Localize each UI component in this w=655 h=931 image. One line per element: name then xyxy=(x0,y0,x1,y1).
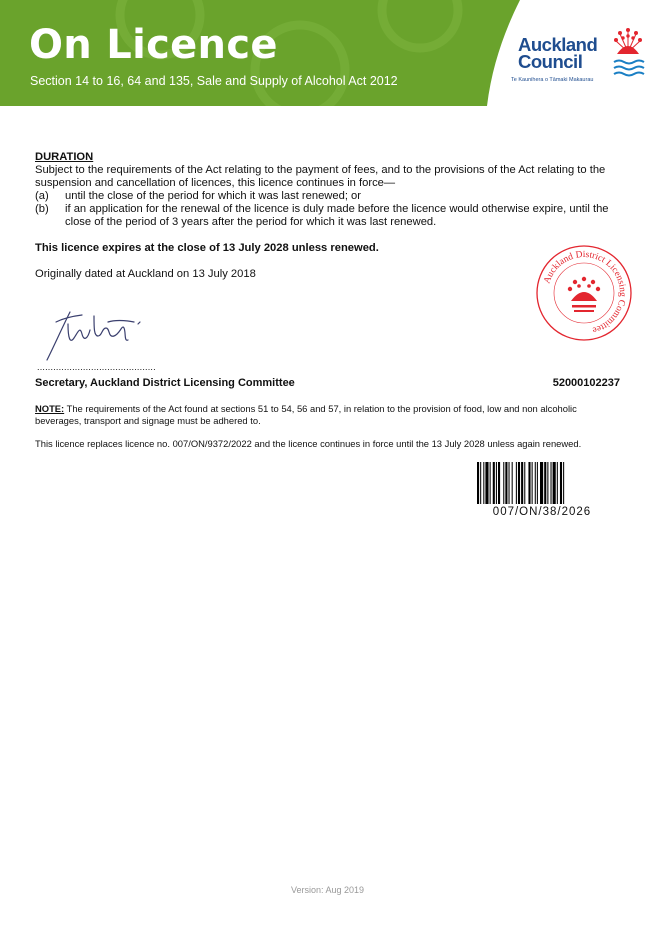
logo-line1: Auckland xyxy=(518,34,598,55)
clause-a xyxy=(35,190,620,203)
page-subtitle: Section 14 to 16, 64 and 135, Sale and Supply of Alcohol Act 2012 xyxy=(30,74,398,88)
barcode-bar xyxy=(528,462,530,504)
barcode-bar xyxy=(540,462,543,504)
logo-line2: Council xyxy=(518,51,583,72)
barcode-bar xyxy=(557,462,558,504)
barcode-bar xyxy=(560,462,562,504)
duration-intro: Subject to the requirements of the Act relating to the payment of fees, and to the provisions of the Act relating to the suspension and cancellation of licences, this licence continues in force— xyxy=(35,164,606,189)
signature-line: ............................................ xyxy=(37,362,156,372)
barcode-bar xyxy=(512,462,513,504)
barcode-bar xyxy=(503,462,504,504)
barcode-bar xyxy=(480,462,481,504)
barcode-bar xyxy=(551,462,552,504)
barcode-bar xyxy=(493,462,495,504)
handwritten-signature xyxy=(42,298,152,362)
expiry-statement: This licence expires at the close of 13 July 2028 unless renewed. xyxy=(35,242,379,254)
barcode-bar xyxy=(483,462,484,504)
pohutukawa-flower-icon xyxy=(611,24,645,82)
barcode-bar xyxy=(485,462,488,504)
logo-tagline: Te Kaunihera o Tāmaki Makaurau xyxy=(511,77,594,83)
clause-letter: (b) xyxy=(35,203,49,215)
clause-letter: (a) xyxy=(35,190,49,202)
header-banner xyxy=(0,0,655,106)
originally-dated: Originally dated at Auckland on 13 July 2018 xyxy=(35,268,256,280)
seal-text: Auckland District Licensing Committee xyxy=(542,249,628,335)
barcode-bar xyxy=(518,462,520,504)
barcode-bar xyxy=(532,462,533,504)
replaces-statement: This licence replaces licence no. 007/ON/9372/2022 and the licence continues in force until the 13 July 2028 unless again renewed. xyxy=(35,438,582,449)
auckland-council-logo xyxy=(505,20,645,90)
duration-heading: DURATION xyxy=(35,151,94,163)
version-footer: Version: Aug 2019 xyxy=(290,885,365,895)
barcode-bar xyxy=(477,462,479,504)
barcode-bar xyxy=(521,462,523,504)
clause-text: until the close of the period for which it was last renewed; or xyxy=(65,190,361,202)
barcode-bar xyxy=(553,462,556,504)
signatory-title: Secretary, Auckland District Licensing Committee xyxy=(35,377,295,389)
barcode-bar xyxy=(490,462,491,504)
barcode-bar xyxy=(547,462,548,504)
barcode-bar xyxy=(509,462,510,504)
note-text: The requirements of the Act found at sections 51 to 54, 56 and 57, in relation to the provision of food, low and non alcoholic beverages, transport and signage must be adhered to. xyxy=(35,403,577,426)
barcode-bar xyxy=(535,462,536,504)
licensing-committee-seal xyxy=(534,243,634,343)
barcode-number: 007/ON/38/2026 xyxy=(492,506,592,518)
barcode xyxy=(477,462,607,504)
note-paragraph xyxy=(35,403,625,426)
barcode-bar xyxy=(544,462,546,504)
note-label: NOTE: xyxy=(35,403,65,414)
reference-number: 52000102237 xyxy=(552,377,620,389)
barcode-bar xyxy=(537,462,538,504)
duration-section xyxy=(35,151,620,229)
barcode-bar xyxy=(563,462,564,504)
barcode-bar xyxy=(498,462,500,504)
clause-text: if an application for the renewal of the licence is duly made before the licence would otherwise expire, until the close of the period of 3 years after the period for which it was last renewed. xyxy=(65,203,609,228)
barcode-bar xyxy=(516,462,517,504)
barcode-bar xyxy=(505,462,507,504)
barcode-bar xyxy=(524,462,525,504)
page-title: On Licence xyxy=(29,22,278,68)
barcode-bar xyxy=(496,462,497,504)
clause-b xyxy=(35,203,620,229)
